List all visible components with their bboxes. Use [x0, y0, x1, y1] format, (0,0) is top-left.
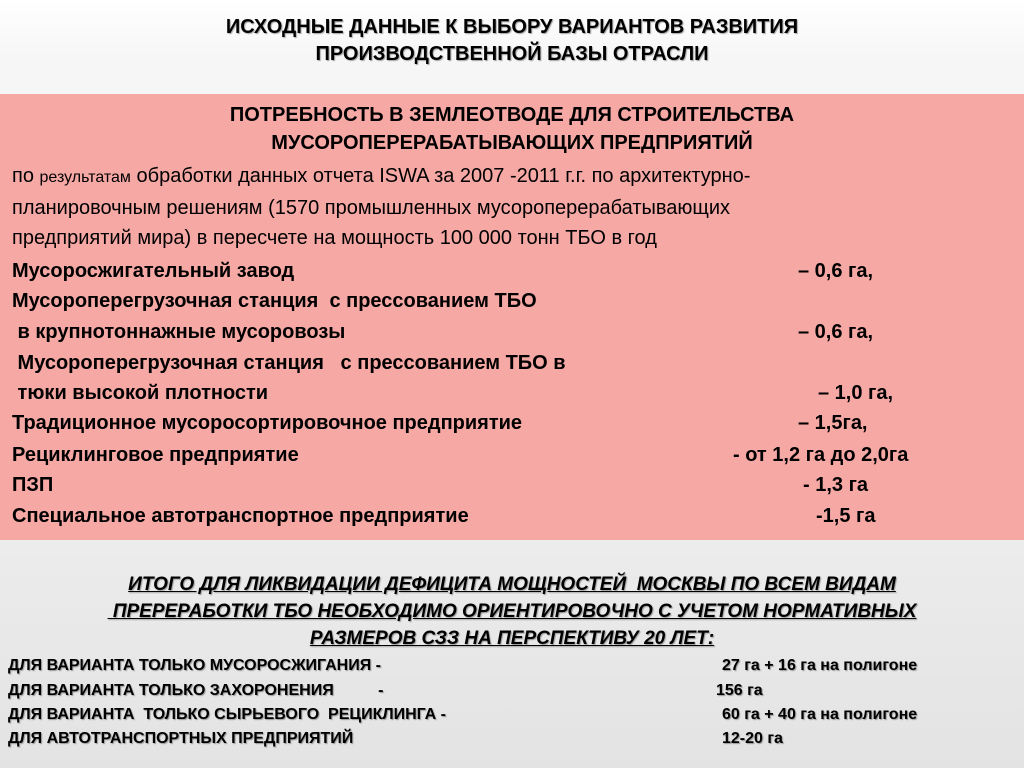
summary-label-recycling: ДЛЯ ВАРИАНТА ТОЛЬКО СЫРЬЕВОГО РЕЦИКЛИНГА - — [8, 706, 447, 723]
source-po: по — [12, 165, 34, 187]
summary-label-transport: ДЛЯ АВТОТРАНСПОРТНЫХ ПРЕДПРИЯТИЙ — [8, 730, 354, 747]
row-value-recycling-plant: - от 1,2 га до 2,0га — [733, 444, 909, 466]
row-label-transfer-station-bales: Мусороперегрузочная станция с прессованием ТБО в — [12, 352, 566, 374]
row-value-pzp: - 1,3 га — [803, 474, 869, 496]
row-label-sorting-plant: Традиционное мусоросортировочное предприятие — [12, 412, 523, 434]
source-line-1-rest: обработки данных отчета ISWA за 2007 -2011 г.г. по архитектурно- — [136, 165, 751, 187]
summary-label-incineration: ДЛЯ ВАРИАНТА ТОЛЬКО МУСОРОСЖИГАНИЯ - — [8, 657, 381, 674]
source-line-3: предприятий мира) в пересчете на мощность 100 000 тонн ТБО в год — [12, 227, 657, 249]
summary-label-landfill: ДЛЯ ВАРИАНТА ТОЛЬКО ЗАХОРОНЕНИЯ - — [8, 682, 384, 699]
source-line-2: планировочным решениям (1570 промышленных мусороперерабатывающих — [12, 197, 731, 219]
slide-title-line-1: ИСХОДНЫЕ ДАННЫЕ К ВЫБОРУ ВАРИАНТОВ РАЗВИТИЯ — [225, 16, 799, 38]
source-small-word: результатам — [39, 169, 131, 186]
summary-value-landfill: 156 га — [716, 682, 763, 699]
row-value-high-density-bales: – 1,0 га, — [818, 382, 894, 404]
summary-value-transport: 12-20 га — [722, 730, 783, 747]
row-value-incinerator: – 0,6 га, — [798, 260, 874, 282]
row-label-transfer-trucks: в крупнотоннажные мусоровозы — [12, 321, 346, 343]
slide-title — [0, 14, 1024, 68]
land-requirements-panel — [0, 94, 1024, 540]
row-label-incinerator: Мусоросжигательный завод — [12, 260, 295, 282]
row-label-transport-enterprise: Специальное автотранспортное предприятие — [12, 505, 469, 527]
row-value-transport-enterprise: -1,5 га — [816, 505, 876, 527]
row-label-high-density-bales: тюки высокой плотности — [12, 382, 269, 404]
panel-title-line-1: ПОТРЕБНОСТЬ В ЗЕМЛЕОТВОДЕ ДЛЯ СТРОИТЕЛЬСТВА — [229, 104, 795, 126]
row-value-sorting-plant: – 1,5га, — [798, 412, 868, 434]
row-label-recycling-plant: Рециклинговое предприятие — [12, 444, 299, 466]
summary-heading-line-2: ПРЕРЕРАБОТКИ ТБО НЕОБХОДИМО ОРИЕНТИРОВОЧНО С УЧЕТОМ НОРМАТИВНЫХ — [107, 601, 917, 622]
row-label-transfer-station: Мусороперегрузочная станция с прессованием ТБО — [12, 290, 537, 312]
row-label-pzp: ПЗП — [12, 474, 54, 496]
row-value-transfer-trucks: – 0,6 га, — [798, 321, 874, 343]
panel-title-line-2: МУСОРОПЕРЕРАБАТЫВАЮЩИХ ПРЕДПРИЯТИЙ — [271, 132, 753, 154]
summary-value-incineration: 27 га + 16 га на полигоне — [722, 657, 918, 674]
summary-heading-line-3: РАЗМЕРОВ СЗЗ НА ПЕРСПЕКТИВУ 20 ЛЕТ: — [309, 628, 715, 649]
summary-value-recycling: 60 га + 40 га на полигоне — [722, 706, 918, 723]
summary-heading-line-1: ИТОГО ДЛЯ ЛИКВИДАЦИИ ДЕФИЦИТА МОЩНОСТЕЙ МОСКВЫ ПО ВСЕМ ВИДАМ — [128, 574, 896, 595]
slide-title-line-2: ПРОИЗВОДСТВЕННОЙ БАЗЫ ОТРАСЛИ — [315, 43, 709, 65]
source-line-1 — [12, 165, 750, 188]
